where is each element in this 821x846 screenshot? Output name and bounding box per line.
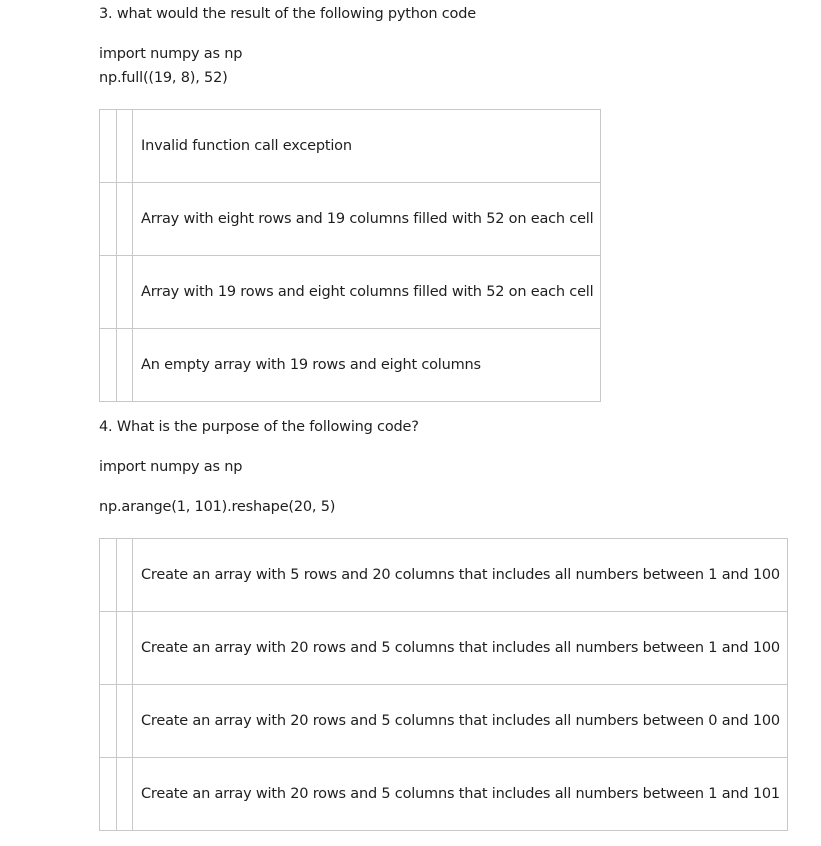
option-label: Array with eight rows and 19 columns filled with 52 on each cell xyxy=(133,183,601,256)
option-radio-cell[interactable] xyxy=(100,256,117,329)
option-label: Create an array with 20 rows and 5 columns that includes all numbers between 1 and 101 xyxy=(133,758,788,831)
option-checkbox-cell[interactable] xyxy=(117,758,133,831)
question-4-options xyxy=(99,538,788,831)
option-label: Create an array with 5 rows and 20 columns that includes all numbers between 1 and 100 xyxy=(133,539,788,612)
option-checkbox-cell[interactable] xyxy=(117,685,133,758)
question-4-option-4[interactable] xyxy=(100,758,788,831)
option-label: Invalid function call exception xyxy=(133,110,601,183)
option-radio-cell[interactable] xyxy=(100,329,117,402)
question-3-option-3[interactable] xyxy=(100,256,601,329)
option-radio-cell[interactable] xyxy=(100,758,117,831)
option-checkbox-cell[interactable] xyxy=(117,539,133,612)
option-label: Array with 19 rows and eight columns filled with 52 on each cell xyxy=(133,256,601,329)
option-label: Create an array with 20 rows and 5 columns that includes all numbers between 0 and 100 xyxy=(133,685,788,758)
question-3-option-1[interactable] xyxy=(100,110,601,183)
option-radio-cell[interactable] xyxy=(100,612,117,685)
question-3-option-4[interactable] xyxy=(100,329,601,402)
question-4-option-3[interactable] xyxy=(100,685,788,758)
question-3-code-call: np.full((19, 8), 52) xyxy=(99,70,228,86)
option-label: Create an array with 20 rows and 5 columns that includes all numbers between 1 and 100 xyxy=(133,612,788,685)
option-radio-cell[interactable] xyxy=(100,183,117,256)
option-checkbox-cell[interactable] xyxy=(117,183,133,256)
question-3-options xyxy=(99,109,601,402)
option-label: An empty array with 19 rows and eight columns xyxy=(133,329,601,402)
option-checkbox-cell[interactable] xyxy=(117,256,133,329)
question-3-option-2[interactable] xyxy=(100,183,601,256)
question-4-code-call: np.arange(1, 101).reshape(20, 5) xyxy=(99,499,336,515)
option-checkbox-cell[interactable] xyxy=(117,612,133,685)
question-3-title: 3. what would the result of the following python code xyxy=(99,6,476,22)
option-radio-cell[interactable] xyxy=(100,685,117,758)
question-4-option-1[interactable] xyxy=(100,539,788,612)
option-checkbox-cell[interactable] xyxy=(117,329,133,402)
question-4-option-2[interactable] xyxy=(100,612,788,685)
question-4-code-import: import numpy as np xyxy=(99,459,243,475)
option-radio-cell[interactable] xyxy=(100,110,117,183)
option-radio-cell[interactable] xyxy=(100,539,117,612)
question-3-code-import: import numpy as np xyxy=(99,46,243,62)
option-checkbox-cell[interactable] xyxy=(117,110,133,183)
question-4-title: 4. What is the purpose of the following code? xyxy=(99,419,419,435)
